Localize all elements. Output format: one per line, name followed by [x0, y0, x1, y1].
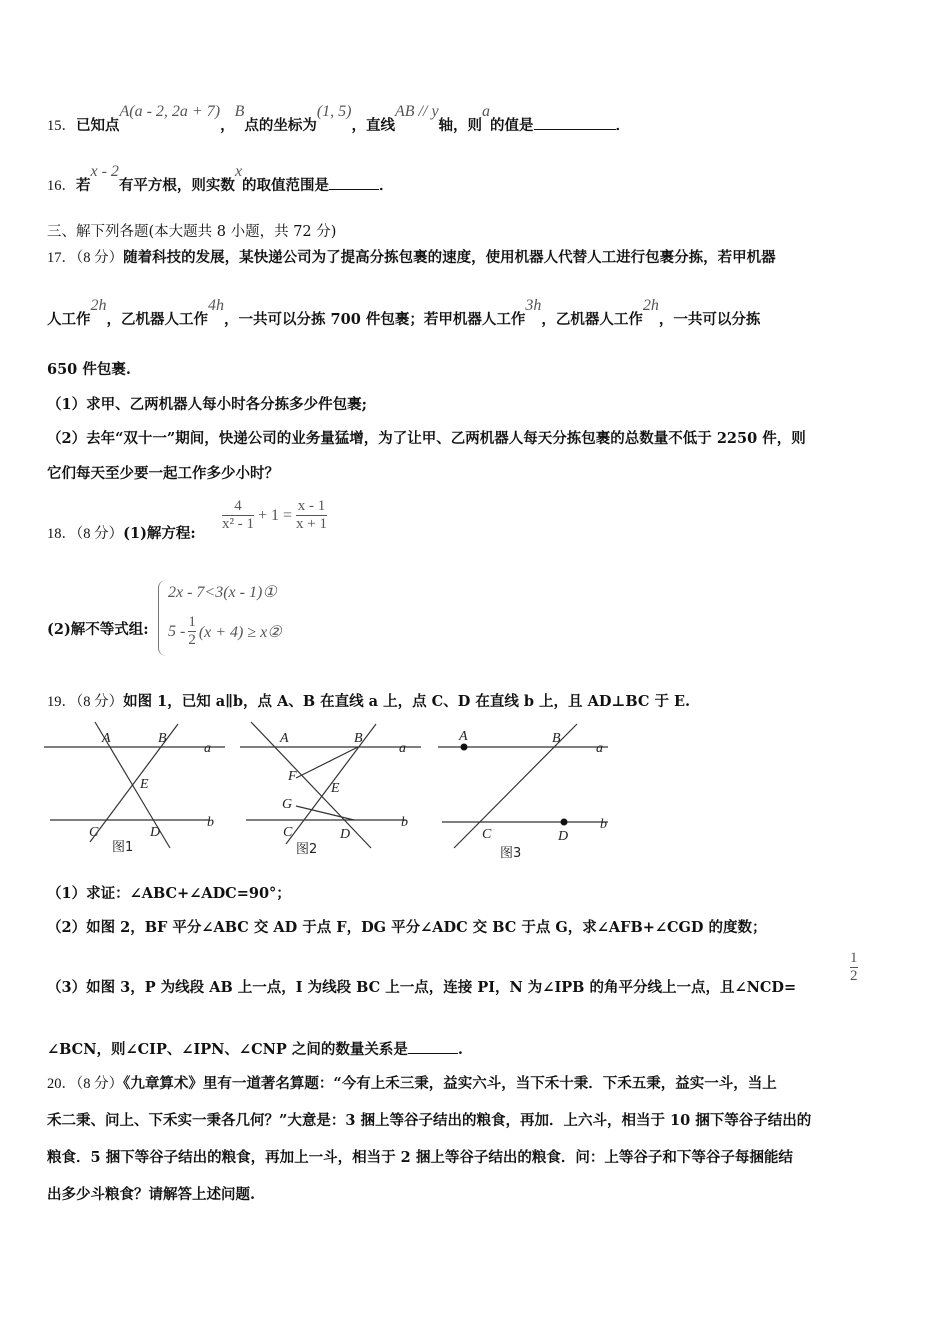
denominator: 2 — [850, 968, 858, 984]
label-E: E — [331, 781, 340, 796]
q15-text: 已知点 — [76, 117, 120, 134]
q18-part2: (2)解不等式组: — [47, 621, 149, 638]
section-heading: 三、解下列各题(本大题共 8 小题，共 72 分) — [47, 224, 337, 240]
q20-line2: 禾二秉、问上、下禾实一秉各几何？”大意是：3 捆上等谷子结出的粮食，再加．上六斗，相当于 10 捆下等谷子结出的 — [47, 1112, 812, 1129]
question-16 — [47, 163, 394, 195]
q16-number: 16． — [47, 178, 76, 194]
q16-text: 若 — [76, 177, 91, 194]
q17-hours-2: 4h — [208, 297, 224, 314]
q15-var-a: a — [482, 103, 491, 120]
denominator: 2 — [188, 632, 196, 648]
q17-text: ，一共可以分拣 700 件包裹；若甲机器人工作 — [224, 311, 526, 328]
label-A: A — [102, 731, 111, 746]
label-C: C — [283, 825, 293, 840]
label-B: B — [158, 731, 167, 746]
q19-part3 — [47, 976, 796, 997]
q16-text: 有平方根，则实数 — [118, 177, 235, 194]
q17-text: 人工作 — [47, 311, 91, 328]
question-18 — [47, 522, 196, 543]
q19-part3-cont — [47, 1038, 463, 1059]
label-C: C — [89, 825, 99, 840]
caption-fig2: 图2 — [296, 842, 318, 857]
q15-text: 点的坐标为 — [244, 117, 317, 134]
q18-part1: (1)解方程: — [123, 525, 196, 542]
q17-hours-1: 2h — [90, 297, 107, 314]
q16-text: 的取值范围是 — [242, 177, 330, 194]
label-line-a: a — [399, 741, 406, 756]
label-line-b: b — [600, 817, 607, 832]
label-E: E — [140, 777, 149, 792]
q17-line1: 随着科技的发展，某快递公司为了提高分拣包裹的速度，使用机器人代替人工进行包裹分拣，若甲机器 — [123, 249, 776, 266]
q19-number: 19． — [47, 694, 76, 710]
label-F: F — [288, 769, 297, 784]
label-B: B — [552, 731, 561, 746]
label-line-b: b — [207, 815, 214, 830]
q15-text: ，直线 — [351, 117, 395, 134]
q17-hours-4: 2h — [642, 297, 659, 314]
q17-text: ，乙机器人工作 — [541, 311, 643, 328]
label-D: D — [150, 825, 161, 840]
q19-score: （8 分） — [76, 694, 124, 710]
numerator: x - 1 — [297, 498, 326, 514]
q18-score: （8 分） — [76, 526, 124, 542]
q15-text: 轴，则 — [438, 117, 483, 134]
ineq2-left: 5 - — [168, 622, 186, 640]
label-D: D — [340, 827, 351, 842]
q19-part2: （2）如图 2，BF 平分∠ABC 交 AD 于点 F，DG 平分∠ADC 交 BC 于点 G，求∠AFB+∠CGD 的度数； — [47, 919, 767, 936]
q18-equation — [222, 498, 327, 533]
denominator: x + 1 — [296, 516, 328, 532]
numerator: 4 — [234, 498, 242, 514]
q18-number: 18． — [47, 526, 76, 542]
q17-hours-3: 3h — [525, 297, 542, 314]
label-A: A — [459, 729, 468, 744]
half-fraction — [188, 614, 196, 649]
denominator: x² - 1 — [222, 516, 254, 532]
label-B: B — [354, 731, 363, 746]
figure-1 — [40, 720, 230, 860]
q19-period: . — [457, 1041, 463, 1058]
q17-part2a: （2）去年“双十一”期间，快递公司的业务量猛增，为了让甲、乙两机器人每天分拣包裹的总数量不低于 2250 件，则 — [47, 430, 806, 447]
label-G: G — [282, 797, 293, 812]
question-15 — [47, 103, 631, 135]
q17-text: ，乙机器人工作 — [106, 311, 208, 328]
q15-coord: (1, 5) — [316, 103, 352, 120]
q19-part3-text: （3）如图 3，P 为线段 AB 上一点，I 为线段 BC 上一点，连接 PI，N 为∠IPB 的角平分线上一点，且∠NCD= — [47, 979, 797, 996]
q16-var: x — [234, 163, 243, 180]
q17-text: ，一共可以分拣 — [658, 311, 761, 328]
q17-part1: （1）求甲、乙两机器人每小时各分拣多少件包裹; — [47, 396, 367, 413]
q20-number: 20． — [47, 1076, 76, 1092]
label-D: D — [558, 829, 569, 844]
q17-score: （8 分） — [76, 250, 124, 266]
numerator: 1 — [850, 950, 858, 966]
question-19 — [47, 690, 690, 711]
q18-plus-one: + 1 = — [258, 506, 293, 524]
system-brace — [158, 580, 167, 656]
q15-point-b: B — [234, 103, 245, 120]
q20-line3: 粮食．5 捆下等谷子结出的粮食，再加上一斗，相当于 2 捆上等谷子结出的粮食．问：上等谷子和下等谷子每捆能结 — [47, 1149, 793, 1166]
ineq2-right: (x + 4) ≥ x② — [198, 623, 282, 641]
q19-part1: （1）求证：∠ABC+∠ADC=90°； — [47, 885, 291, 902]
q15-text: 的值是 — [490, 117, 534, 134]
q18-inequality-2 — [168, 614, 282, 649]
q15-number: 15． — [47, 118, 76, 134]
q17-part2b: 它们每天至少要一起工作多少小时？ — [47, 465, 279, 482]
figure-3 — [432, 720, 622, 860]
q17-line3: 650 件包裹. — [47, 361, 131, 378]
label-C: C — [482, 827, 492, 842]
q16-text: ． — [379, 177, 394, 194]
label-A: A — [280, 731, 289, 746]
caption-fig3: 图3 — [500, 846, 522, 860]
q18-inequality-1: 2x - 7<3(x - 1)① — [168, 584, 277, 601]
q19-half-fraction — [850, 950, 858, 985]
q18-fraction-2 — [296, 498, 327, 533]
q20-line1: 《九章算术》里有一道著名算题：“今有上禾三秉，益实六斗，当下禾十秉．下禾五秉，益实一斗，当上 — [123, 1075, 777, 1092]
question-17 — [47, 246, 776, 267]
q15-text: ． — [615, 117, 631, 134]
answer-blank[interactable] — [534, 117, 616, 130]
q20-line4: 出多少斗粮食？请解答上述问题. — [47, 1186, 256, 1203]
q15-text: ， — [220, 117, 235, 134]
q18-fraction-1 — [222, 498, 254, 533]
numerator: 1 — [188, 614, 196, 630]
label-line-a: a — [596, 741, 603, 756]
q19-part3b-text: ∠BCN，则∠CIP、∠IPN、∠CNP 之间的数量关系是 — [47, 1041, 408, 1058]
caption-fig1: 图1 — [112, 840, 134, 855]
figure-2 — [236, 720, 426, 860]
q17-number: 17． — [47, 250, 76, 266]
q19-intro: 如图 1，已知 a∥b，点 A、B 在直线 a 上，点 C、D 在直线 b 上，且 AD⊥BC 于 E. — [123, 693, 691, 710]
q15-point-a: A(a - 2, 2a + 7) — [119, 103, 221, 120]
q17-line2 — [47, 297, 761, 329]
label-line-a: a — [204, 741, 211, 756]
answer-blank[interactable] — [408, 1041, 458, 1054]
label-line-b: b — [401, 815, 408, 830]
q15-line: AB // y — [395, 103, 439, 120]
q20-score: （8 分） — [76, 1076, 124, 1092]
q16-expr: x - 2 — [90, 163, 119, 180]
answer-blank[interactable] — [329, 177, 379, 190]
question-20 — [47, 1072, 777, 1093]
